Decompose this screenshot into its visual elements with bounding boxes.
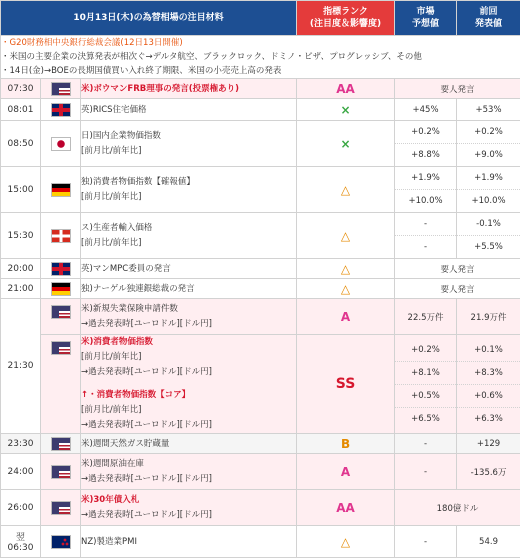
table-row bbox=[1, 335, 520, 434]
event-line: [前月比/前年比] bbox=[81, 405, 142, 415]
time-cell: 21:30 bbox=[1, 299, 41, 434]
forecast-value: - bbox=[395, 213, 456, 236]
uk-flag-icon bbox=[51, 103, 71, 117]
us-flag-icon bbox=[51, 341, 71, 355]
table-row bbox=[1, 279, 520, 299]
time-day: 翌 bbox=[15, 533, 25, 543]
forecast-value: +0.2% bbox=[395, 339, 456, 362]
time-cell: 20:00 bbox=[1, 259, 41, 279]
previous-header-line1: 前回 bbox=[479, 7, 498, 17]
forecast-cell: - bbox=[395, 526, 457, 558]
previous-value: +0.6% bbox=[457, 385, 520, 408]
rank-cell: △ bbox=[297, 279, 395, 299]
time-cell: 08:01 bbox=[1, 99, 41, 121]
time-cell: 08:50 bbox=[1, 121, 41, 167]
forecast-value: +1.9% bbox=[395, 167, 456, 190]
previous-cell: +129 bbox=[457, 434, 520, 454]
time-cell: 23:30 bbox=[1, 434, 41, 454]
table-row bbox=[1, 79, 520, 99]
event-name bbox=[81, 454, 297, 490]
past-release-link[interactable]: →過去発表時[ユーロドル][ドル円] bbox=[81, 473, 212, 484]
rank-cell: △ bbox=[297, 213, 395, 259]
table-row bbox=[1, 434, 520, 454]
forecast-cell: +45% bbox=[395, 99, 457, 121]
time-value: 06:30 bbox=[7, 543, 34, 553]
forecast-cell: - bbox=[395, 434, 457, 454]
event-name[interactable] bbox=[81, 79, 297, 99]
event-line: [前月比/前年比] bbox=[81, 352, 142, 362]
event-link[interactable]: ↑・消費者物価指数【コア】 bbox=[81, 390, 191, 400]
forecast-header bbox=[395, 1, 457, 36]
previous-value: +0.2% bbox=[457, 121, 520, 144]
event-name: 英)マンMPC委員の発言 bbox=[81, 259, 297, 279]
table-row bbox=[1, 213, 520, 259]
forecast-value: - bbox=[423, 242, 428, 252]
past-release-link[interactable]: →過去発表時[ユーロドル][ドル円] bbox=[81, 420, 212, 430]
forecast-value: +8.8% bbox=[411, 150, 440, 160]
table-row bbox=[1, 99, 520, 121]
previous-value: +5.5% bbox=[474, 242, 503, 252]
note-item: ・米国の主要企業の決算発表が相次ぐ→デルタ航空、ブラックロック、ドミノ・ピザ、プログレッシブ、その他 bbox=[1, 52, 422, 62]
rank-cell: AA bbox=[297, 490, 395, 526]
us-flag-icon bbox=[51, 501, 71, 515]
time-cell: 26:00 bbox=[1, 490, 41, 526]
event-name: 英)RICS住宅価格 bbox=[81, 99, 297, 121]
event-name bbox=[81, 490, 297, 526]
event-line: 米)週間原油在庫 bbox=[81, 458, 144, 469]
previous-value: +1.9% bbox=[457, 167, 520, 190]
table-row bbox=[1, 259, 520, 279]
forecast-header-line1: 市場 bbox=[416, 7, 435, 17]
time-cell: 07:30 bbox=[1, 79, 41, 99]
notes-cell bbox=[1, 36, 520, 79]
rank-cell: B bbox=[297, 434, 395, 454]
previous-cell: -135.6万 bbox=[457, 454, 520, 490]
event-link[interactable]: 米)ボウマンFRB理事の発言(投票権あり) bbox=[81, 83, 239, 94]
event-name: NZ)製造業PMI bbox=[81, 526, 297, 558]
rank-cell: △ bbox=[297, 167, 395, 213]
forecast-cell: - bbox=[395, 454, 457, 490]
forecast-cell: 22.5万件 bbox=[395, 299, 457, 335]
table-header-row bbox=[1, 1, 520, 36]
table-row bbox=[1, 167, 520, 213]
table-row bbox=[1, 454, 520, 490]
rank-cell: × bbox=[297, 99, 395, 121]
calendar-title: 10月13日(木)の為替相場の注目材料 bbox=[1, 1, 297, 36]
table-row bbox=[1, 299, 520, 335]
rank-cell: △ bbox=[297, 259, 395, 279]
event-name bbox=[81, 121, 297, 167]
past-release-link[interactable]: →過去発表時[ユーロドル][ドル円] bbox=[81, 367, 212, 377]
merged-value-cell: 要人発言 bbox=[395, 279, 520, 299]
event-name bbox=[81, 335, 297, 434]
us-flag-icon bbox=[51, 82, 71, 96]
time-cell: 24:00 bbox=[1, 454, 41, 490]
event-line: 米)新規失業保険申請件数 bbox=[81, 303, 178, 314]
nz-flag-icon bbox=[51, 535, 71, 549]
event-line: 日)国内企業物価指数 bbox=[81, 130, 161, 141]
event-name bbox=[81, 213, 297, 259]
forecast-value: +0.2% bbox=[395, 121, 456, 144]
past-release-link[interactable]: →過去発表時[ユーロドル][ドル円] bbox=[81, 509, 212, 520]
jp-flag-icon bbox=[51, 137, 71, 151]
uk-flag-icon bbox=[51, 262, 71, 276]
rank-cell: SS bbox=[297, 335, 395, 434]
previous-cell: 21.9万件 bbox=[457, 299, 520, 335]
rank-header bbox=[297, 1, 395, 36]
us-flag-icon bbox=[51, 305, 71, 319]
table-row bbox=[1, 121, 520, 167]
previous-cell: +53% bbox=[457, 99, 520, 121]
us-flag-icon bbox=[51, 465, 71, 479]
note-item: ・14日(金)→BOEの長期国債買い入れ終了期限、米国の小売売上高の発表 bbox=[1, 66, 282, 76]
table-row bbox=[1, 490, 520, 526]
time-cell: 15:00 bbox=[1, 167, 41, 213]
merged-value-cell: 180億ドル bbox=[395, 490, 520, 526]
forecast-header-line2: 予想値 bbox=[412, 19, 440, 29]
forecast-value: +0.5% bbox=[395, 385, 456, 408]
rank-cell: AA bbox=[297, 79, 395, 99]
rank-cell: A bbox=[297, 454, 395, 490]
event-link[interactable]: 米)消費者物価指数 bbox=[81, 337, 153, 347]
event-name bbox=[81, 299, 297, 335]
rank-header-line2: (注目度＆影響度) bbox=[309, 19, 382, 29]
rank-cell: A bbox=[297, 299, 395, 335]
previous-value: +8.3% bbox=[457, 362, 520, 385]
rank-header-line1: 指標ランク bbox=[323, 7, 368, 17]
note-item: ・G20財務相中央銀行総裁会議(12日13日開催) bbox=[1, 38, 183, 48]
time-cell: 15:30 bbox=[1, 213, 41, 259]
forecast-value: +10.0% bbox=[408, 196, 443, 206]
previous-header bbox=[457, 1, 520, 36]
rank-cell: △ bbox=[297, 526, 395, 558]
previous-value: +6.3% bbox=[474, 413, 503, 424]
previous-cell: 54.9 bbox=[457, 526, 520, 558]
de-flag-icon bbox=[51, 282, 71, 296]
event-line: [前月比/前年比] bbox=[81, 237, 142, 248]
event-line: 独)消費者物価指数【確報値】 bbox=[81, 176, 195, 187]
time-cell: 21:00 bbox=[1, 279, 41, 299]
de-flag-icon bbox=[51, 183, 71, 197]
event-line: [前月比/前年比] bbox=[81, 191, 142, 202]
previous-value: +0.1% bbox=[457, 339, 520, 362]
event-line: ス)生産者輸入価格 bbox=[81, 222, 153, 233]
spacer bbox=[81, 380, 296, 388]
event-name: 米)週間天然ガス貯蔵量 bbox=[81, 434, 297, 454]
previous-value: +10.0% bbox=[471, 196, 506, 206]
event-name: 独)ナーゲル独連銀総裁の発言 bbox=[81, 279, 297, 299]
previous-value: -0.1% bbox=[457, 213, 520, 236]
forecast-value: +8.1% bbox=[395, 362, 456, 385]
notes-row bbox=[1, 36, 520, 79]
rank-cell: × bbox=[297, 121, 395, 167]
past-release-link[interactable]: →過去発表時[ユーロドル][ドル円] bbox=[81, 318, 212, 329]
ch-flag-icon bbox=[51, 229, 71, 243]
event-link[interactable]: 米)30年債入札 bbox=[81, 494, 140, 505]
forecast-value: +6.5% bbox=[411, 413, 440, 424]
event-name bbox=[81, 167, 297, 213]
us-flag-icon bbox=[51, 437, 71, 451]
time-cell bbox=[1, 526, 41, 558]
merged-value-cell: 要人発言 bbox=[395, 259, 520, 279]
table-row bbox=[1, 526, 520, 558]
previous-header-line2: 発表値 bbox=[475, 19, 503, 29]
previous-value: +9.0% bbox=[474, 150, 503, 160]
event-line: [前月比/前年比] bbox=[81, 145, 142, 156]
merged-value-cell: 要人発言 bbox=[395, 79, 520, 99]
